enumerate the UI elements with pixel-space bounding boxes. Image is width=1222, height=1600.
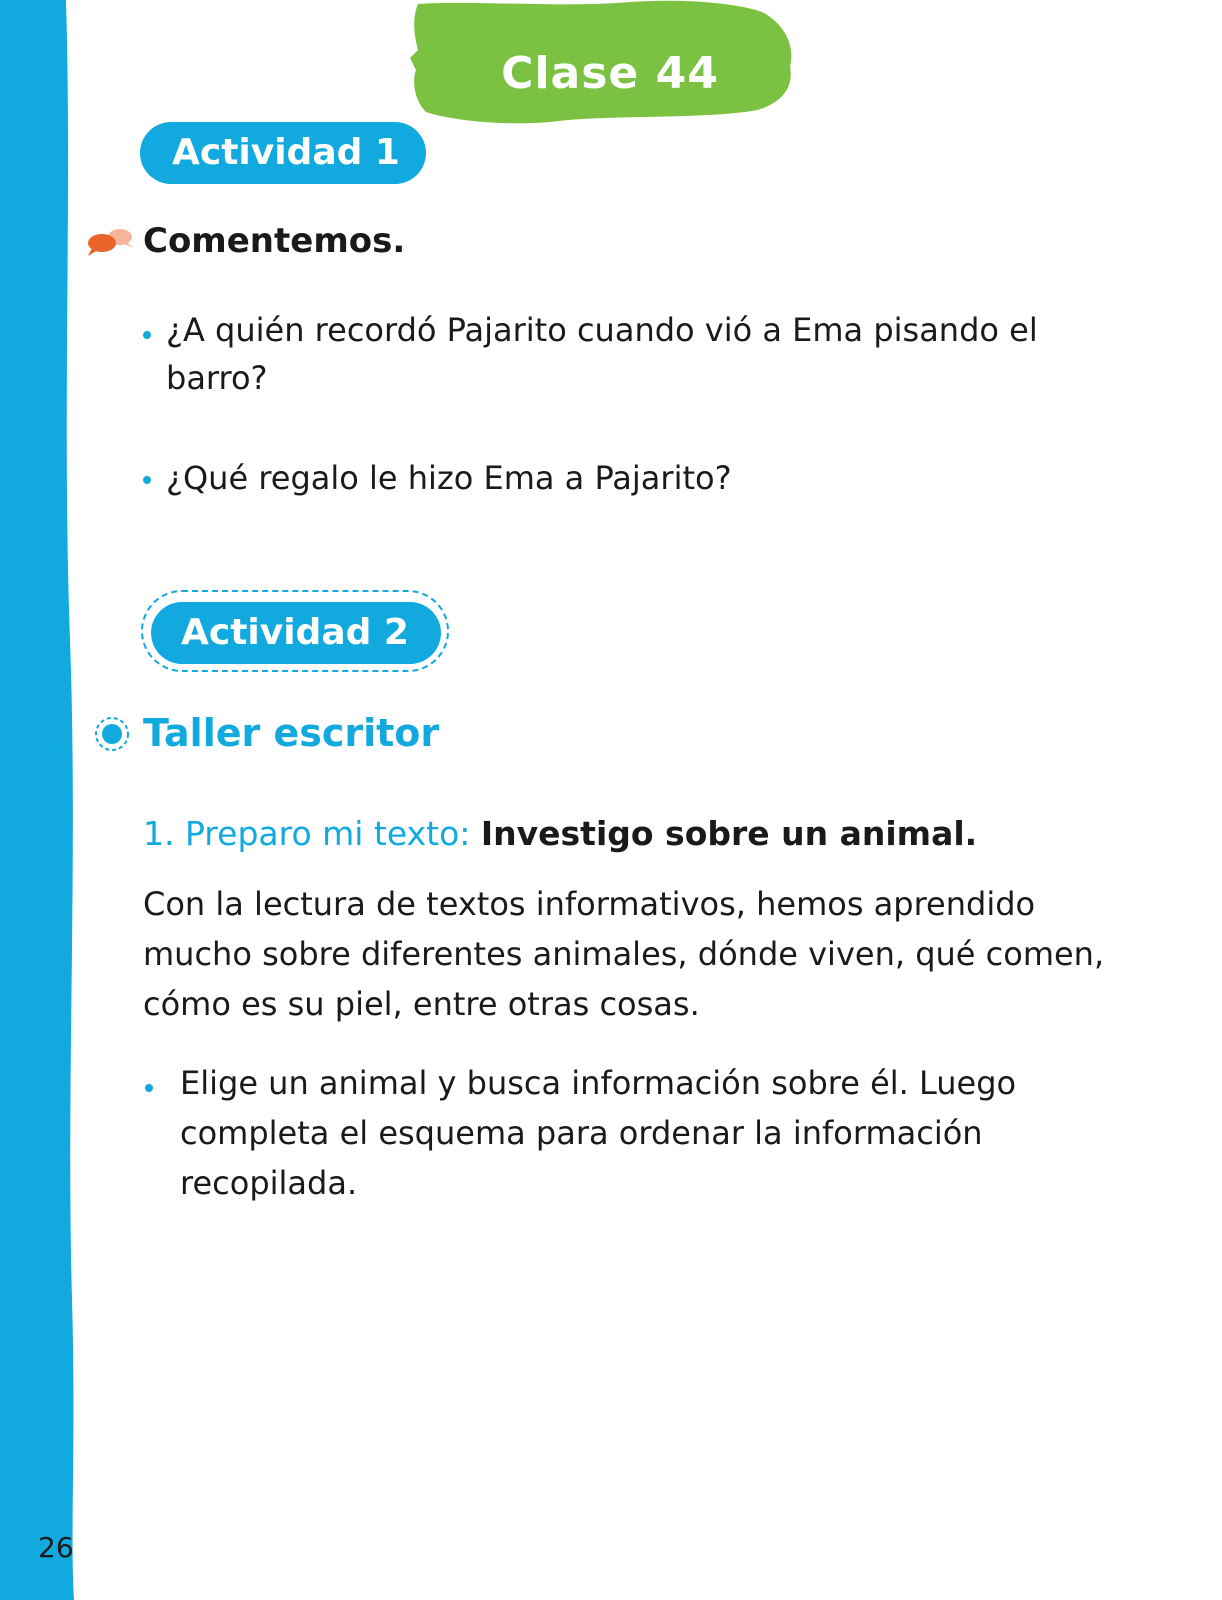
- activity-1-label: Actividad 1: [140, 122, 426, 184]
- discussion-heading: Comentemos.: [143, 221, 406, 261]
- section-title: Taller escritor: [143, 711, 440, 755]
- speech-bubbles-icon: [86, 226, 136, 258]
- sidebar-band: [0, 0, 100, 1600]
- intro-paragraph: Con la lectura de textos informativos, hemos aprendido mucho sobre diferentes animales, dónde viven, qué comen, cómo es su piel, entre otras cosas.: [143, 885, 1105, 1023]
- bullet-dot: [143, 331, 151, 339]
- step-heading: [143, 814, 977, 853]
- target-dot-icon: [94, 716, 130, 752]
- bullet-dot: [143, 476, 151, 484]
- question-1: ¿A quién recordó Pajarito cuando vió a Ema pisando el barro?: [166, 311, 1038, 397]
- step-text: Investigo sobre un animal.: [480, 814, 978, 853]
- instruction-text: Elige un animal y busca información sobre él. Luego completa el esquema para ordenar la información recopilada.: [180, 1064, 1017, 1202]
- class-title: Clase 44: [501, 48, 719, 99]
- page-number: 26: [38, 1531, 74, 1564]
- bullet-dot: [145, 1084, 153, 1092]
- step-label: 1. Preparo mi texto:: [143, 814, 471, 853]
- question-2: ¿Qué regalo le hizo Ema a Pajarito?: [166, 459, 732, 497]
- activity-2-label: Actividad 2: [151, 602, 441, 664]
